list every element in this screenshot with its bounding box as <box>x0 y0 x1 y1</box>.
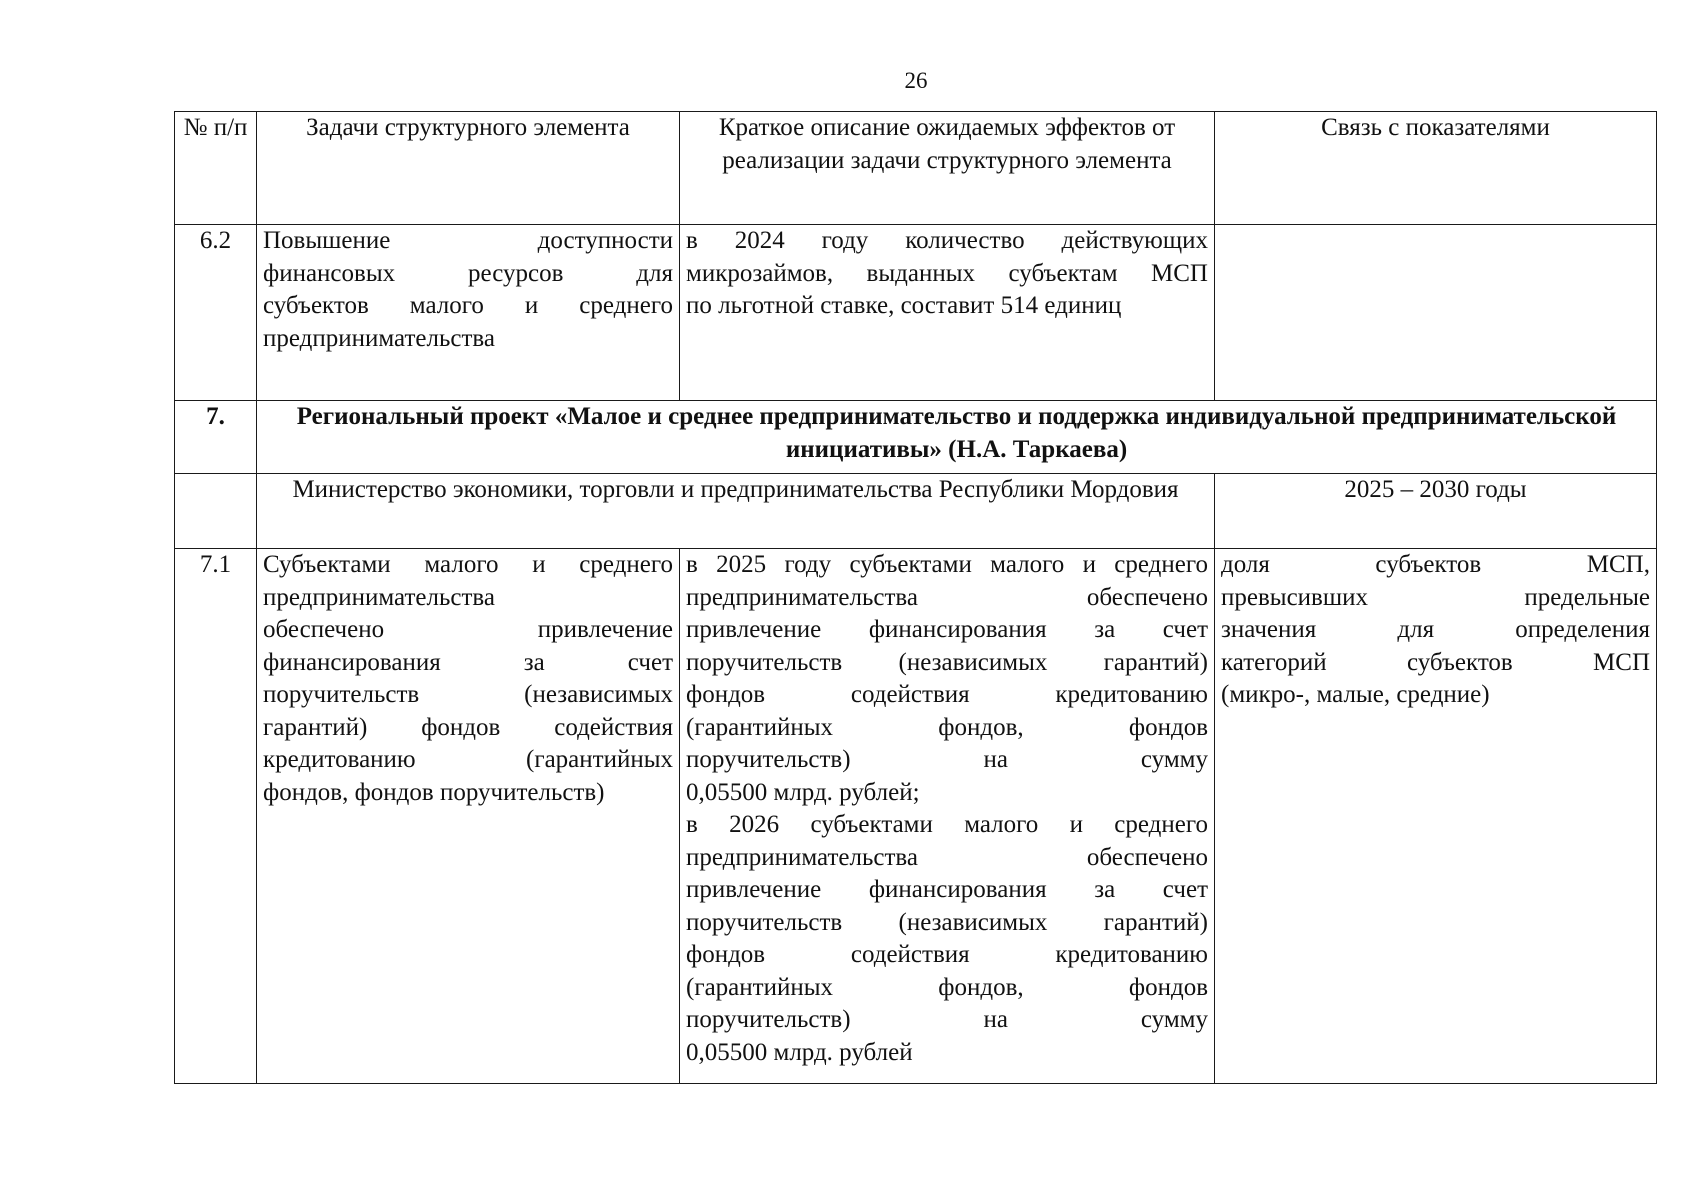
table-row-6-2 <box>175 225 1657 401</box>
effect-line: в 2025 году субъектами малого и среднего <box>686 551 1208 578</box>
table-row-ministry <box>175 474 1657 549</box>
task-line: финансовых ресурсов для <box>263 259 673 287</box>
effect-cell <box>680 549 1215 1084</box>
effect-line: поручительств (независимых гарантий) <box>686 648 1208 676</box>
empty-cell <box>175 474 257 549</box>
indicator-cell <box>1215 225 1657 401</box>
effect-line: 0,05500 млрд. рублей <box>686 1038 913 1066</box>
row-number: 7. <box>175 401 257 474</box>
effect-line: фондов содействия кредитованию <box>686 681 1208 708</box>
task-line: предпринимательства <box>263 324 495 352</box>
results-table <box>174 111 1657 1084</box>
indicator-cell <box>1215 549 1657 1084</box>
effect-line: предпринимательства обеспечено <box>686 843 1208 871</box>
indicator-line: доля субъектов МСП, <box>1221 551 1650 578</box>
task-line: кредитованию (гарантийных <box>263 746 673 773</box>
header-indicators: Связь с показателями <box>1215 112 1657 225</box>
header-num: № п/п <box>175 112 257 225</box>
task-line: гарантий) фондов содействия <box>263 713 673 741</box>
effect-line: поручительств) на сумму <box>686 1006 1208 1033</box>
effect-line: микрозаймов, выданных субъектам МСП <box>686 259 1208 287</box>
task-line: фондов, фондов поручительств) <box>263 778 605 806</box>
table-row-7-1 <box>175 549 1657 1084</box>
effect-line: предпринимательства обеспечено <box>686 583 1208 611</box>
task-line: Повышение доступности <box>263 227 673 254</box>
effect-line: фондов содействия кредитованию <box>686 941 1208 968</box>
project-period: 2025 – 2030 годы <box>1215 474 1657 549</box>
effect-line: в 2024 году количество действующих <box>686 227 1208 254</box>
indicator-line: значения для определения <box>1221 616 1650 643</box>
effect-line: в 2026 субъектами малого и среднего <box>686 811 1208 838</box>
task-cell <box>257 549 680 1084</box>
task-line: поручительств (независимых <box>263 681 673 708</box>
task-line: предпринимательства <box>263 583 495 611</box>
effect-line: поручительств) на сумму <box>686 746 1208 773</box>
task-line: Субъектами малого и среднего <box>263 551 673 578</box>
header-effects: Краткое описание ожидаемых эффектов от реализации задачи структурного элемента <box>680 112 1215 225</box>
task-line: финансирования за счет <box>263 648 673 676</box>
effect-line: привлечение финансирования за счет <box>686 616 1208 643</box>
responsible-ministry: Министерство экономики, торговли и предпринимательства Республики Мордовия <box>257 474 1215 549</box>
indicator-line: (микро-, малые, средние) <box>1221 681 1490 708</box>
row-number: 6.2 <box>175 225 257 401</box>
indicator-line: категорий субъектов МСП <box>1221 648 1650 676</box>
table-row-project-7 <box>175 401 1657 474</box>
effect-line: поручительств (независимых гарантий) <box>686 908 1208 936</box>
effect-cell <box>680 225 1215 401</box>
task-cell <box>257 225 680 401</box>
effect-line: (гарантийных фондов, фондов <box>686 973 1208 1001</box>
row-number: 7.1 <box>175 549 257 1084</box>
task-line: субъектов малого и среднего <box>263 292 673 319</box>
header-tasks: Задачи структурного элемента <box>257 112 680 225</box>
effect-line: привлечение финансирования за счет <box>686 876 1208 903</box>
task-line: обеспечено привлечение <box>263 616 673 643</box>
effect-line: (гарантийных фондов, фондов <box>686 713 1208 741</box>
project-title: Региональный проект «Малое и среднее предпринимательство и поддержка индивидуальной предпринимательской инициативы» (Н.А. Таркаева) <box>257 401 1657 474</box>
effect-line: по льготной ставке, составит 514 единиц <box>686 292 1122 319</box>
effect-line: 0,05500 млрд. рублей; <box>686 778 920 806</box>
page-number: 26 <box>904 68 928 93</box>
indicator-line: превысивших предельные <box>1221 583 1650 611</box>
table-header-row <box>175 112 1657 225</box>
